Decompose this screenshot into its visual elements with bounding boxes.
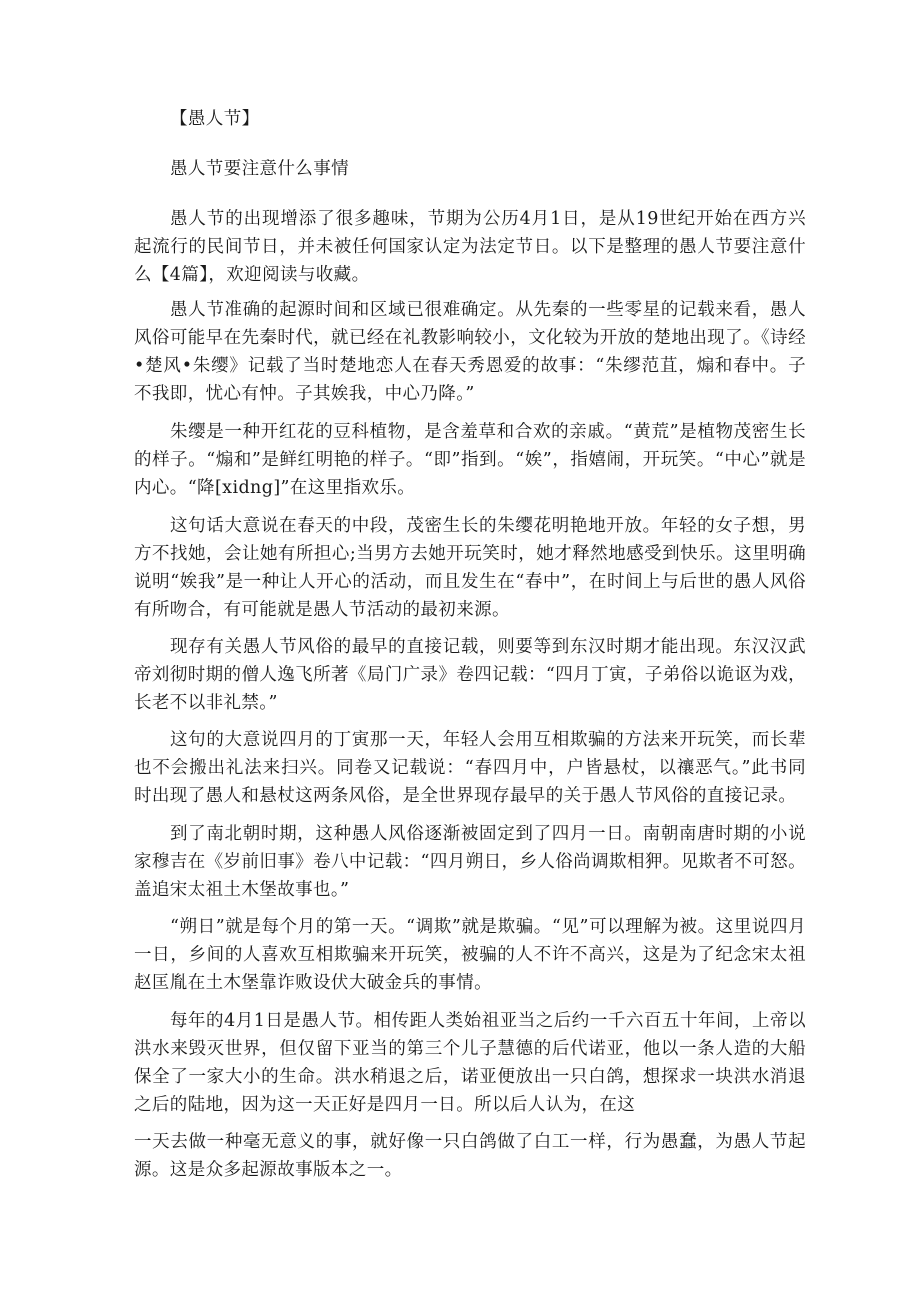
paragraph-intro: 愚人节的出现增添了很多趣味，节期为公历4月1日，是从19世纪开始在西方兴起流行的民间节日，并未被任何国家认定为法定节日。以下是整理的愚人节要注意什么【4篇】，欢迎阅读与收藏。: [134, 209, 806, 285]
paragraph-origin: 愚人节准确的起源时间和区域已很难确定。从先秦的一些零星的记载来看，愚人风俗可能早在先秦时代，就已经在礼教影响较小，文化较为开放的楚地出现了。《诗经•楚风•朱缨》记载了当时楚地恋人在春天秀恩爱的故事：“朱缪范苴，煽和春中。子不我即，忧心有忡。子其娭我，中心乃降。”: [134, 300, 806, 404]
paragraph-southern-dynasty: 到了南北朝时期，这种愚人风俗逐渐被固定到了四月一日。南朝南唐时期的小说家穆吉在《岁前旧事》卷八中记载：“四月朔日，乡人俗尚调欺相狎。见欺者不可怒。盖追宋太祖土木堡故事也。”: [134, 824, 806, 900]
paragraph-han-record: 现存有关愚人节风俗的最早的直接记载，则要等到东汉时期才能出现。东汉汉武帝刘彻时期的僧人逸飞所著《局门广录》卷四记载：“四月丁寅，子弟俗以诡讴为戏，长老不以非礼禁。”: [134, 637, 806, 713]
document-heading: 【愚人节】: [170, 109, 260, 129]
paragraph-conclusion: 一天去做一种毫无意义的事，就好像一只白鸽做了白工一样，行为愚蠢，为愚人节起源。这是众多起源故事版本之一。: [134, 1132, 806, 1180]
paragraph-han-meaning: 这句的大意说四月的丁寅那一天，年轻人会用互相欺骗的方法来开玩笑，而长辈也不会搬出礼法来扫兴。同卷又记载说：“春四月中，户皆悬杖，以禳恶气。”此书同时出现了愚人和悬杖这两条风俗，是全世界现存最早的关于愚人节风俗的直接记录。: [134, 730, 806, 806]
document-subtitle: 愚人节要注意什么事情: [170, 159, 349, 179]
paragraph-shuori: “朔日”就是每个月的第一天。“调欺”就是欺骗。“见”可以理解为被。这里说四月一日，乡间的人喜欢互相欺骗来开玩笑，被骗的人不许不高兴，这是为了纪念宋太祖赵匡胤在土木堡靠诈败设伏大破金兵的事情。: [134, 917, 806, 993]
paragraph-meaning: 这句话大意说在春天的中段，茂密生长的朱缨花明艳地开放。年轻的女子想，男方不找她，会让她有所担心;当男方去她开玩笑时，她才释然地感受到快乐。这里明确说明“娭我”是一种让人开心的活动，而且发生在“春中”，在时间上与后世的愚人风俗有所吻合，有可能就是愚人节活动的最初来源。: [134, 516, 806, 620]
paragraph-plant: 朱缨是一种开红花的豆科植物，是含羞草和合欢的亲戚。“黄荒”是植物茂密生长的样子。“煽和”是鲜红明艳的样子。“即”指到。“娭”，指嬉闹，开玩笑。“中心”就是内心。“降[xidng]”在这里指欢乐。: [134, 422, 806, 498]
paragraph-noah: 每年的4月1日是愚人节。相传距人类始祖亚当之后约一千六百五十年间，上帝以洪水来毁灭世界，但仅留下亚当的第三个儿子慧德的后代诺亚，他以一条人造的大船保全了一家大小的生命。洪水稍退之后，诺亚便放出一只白鸽，想探求一块洪水消退之后的陆地，因为这一天正好是四月一日。所以后人认为，在这: [134, 1011, 806, 1115]
